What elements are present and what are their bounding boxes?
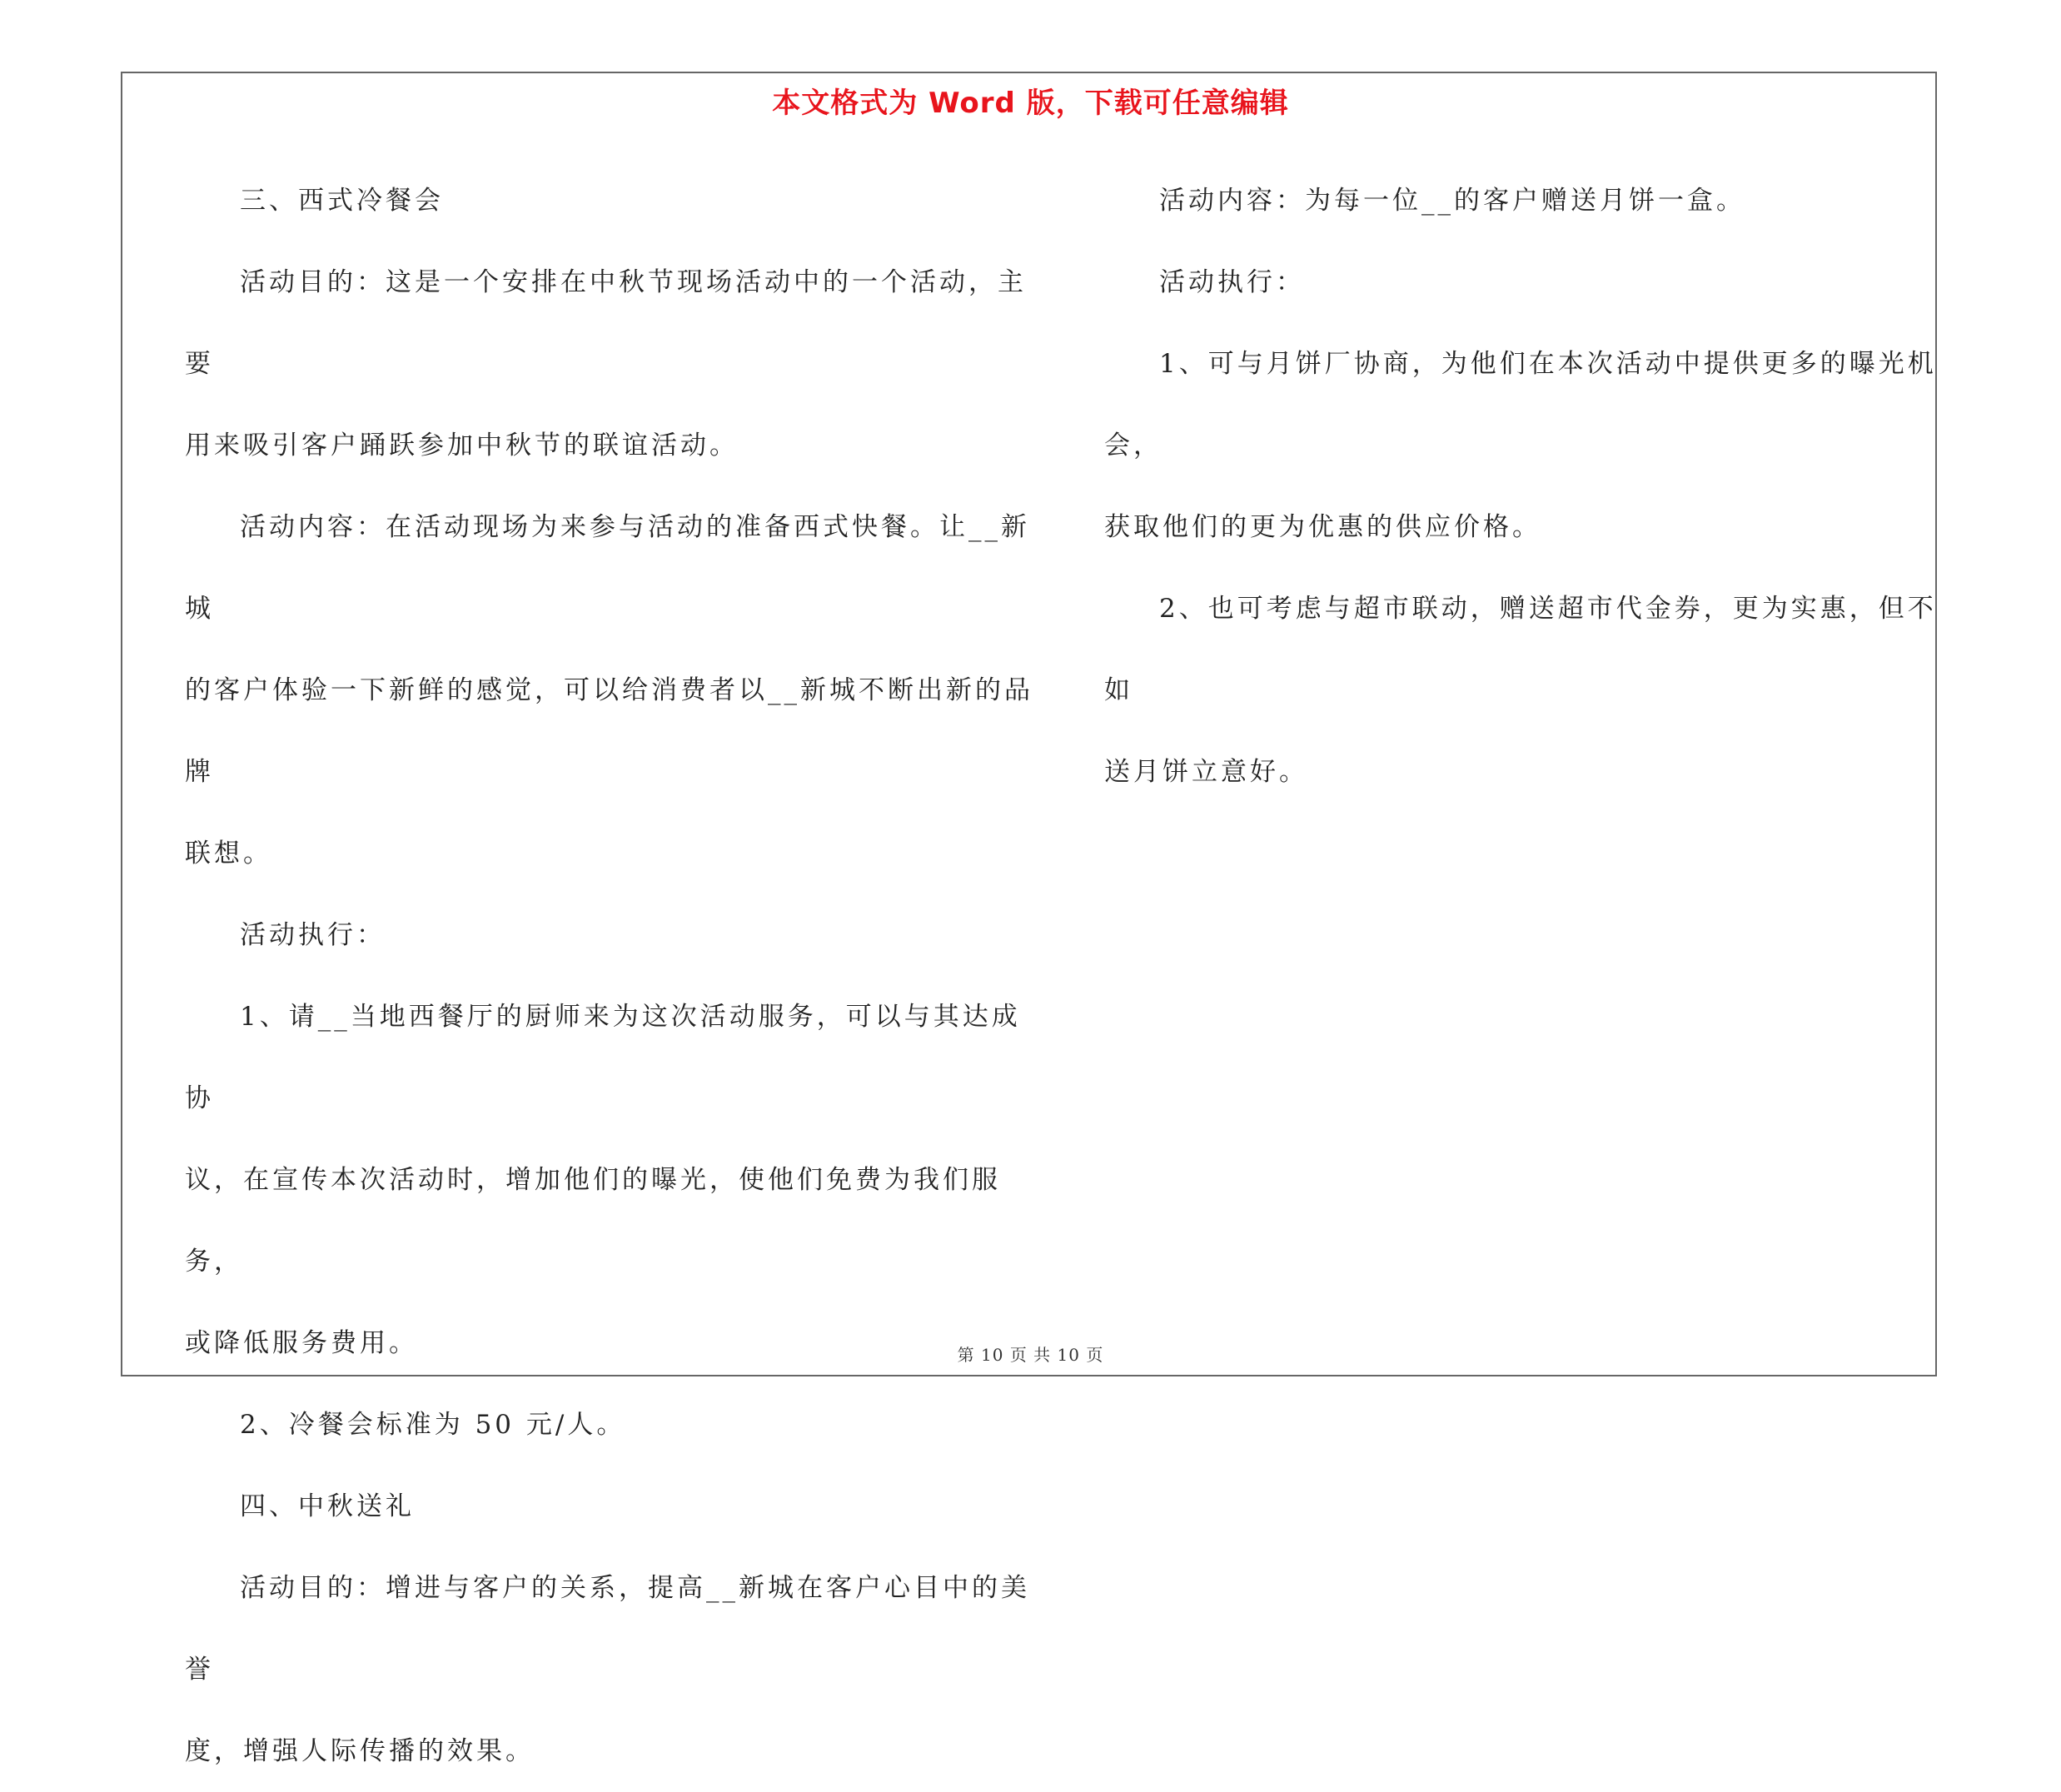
text-line: 用来吸引客户踊跃参加中秋节的联谊活动。 <box>185 431 739 460</box>
text-line: 活动目的：增进与客户的关系，提高__新城在客户心目中的美誉 <box>185 1573 1030 1685</box>
text-line: 活动内容：为每一位__的客户赠送月饼一盒。 <box>1159 186 1745 216</box>
text-line: 活动执行： <box>1159 267 1305 297</box>
paragraph-exec-1 <box>185 894 1043 976</box>
text-line: 或降低服务费用。 <box>185 1328 418 1358</box>
paragraph-purpose-2 <box>185 1547 1043 1792</box>
text-line: 2、也可考虑与超市联动，赠送超市代金券，更为实惠，但不如 <box>1104 594 1937 705</box>
text-line: 的客户体验一下新鲜的感觉，可以给消费者以__新城不断出新的品牌 <box>185 675 1033 787</box>
paragraph-heading-4 <box>185 1466 1043 1547</box>
paragraph-exec-1-item-2 <box>185 1384 1043 1466</box>
paragraph-exec-1-item-1 <box>185 976 1043 1384</box>
text-line: 1、请__当地西餐厅的厨师来为这次活动服务，可以与其达成协 <box>185 1002 1021 1113</box>
paragraph-content-2 <box>1104 160 1937 241</box>
left-column <box>185 160 1043 1792</box>
text-line: 活动执行： <box>240 920 386 950</box>
text-line: 获取他们的更为优惠的供应价格。 <box>1104 512 1541 542</box>
text-line: 度，增强人际传播的效果。 <box>185 1736 535 1766</box>
text-line: 三、西式冷餐会 <box>240 186 444 216</box>
paragraph-exec-2-item-2 <box>1104 568 1937 813</box>
text-line: 1、可与月饼厂协商，为他们在本次活动中提供更多的曝光机会， <box>1104 349 1937 460</box>
text-line: 活动内容：在活动现场为来参与活动的准备西式快餐。让__新城 <box>185 512 1030 624</box>
page-number-footer: 第 10 页 共 10 页 <box>957 1345 1104 1365</box>
text-line: 联想。 <box>185 839 272 869</box>
text-line: 2、冷餐会标准为 50 元/人。 <box>240 1410 626 1440</box>
text-line: 活动目的：这是一个安排在中秋节现场活动中的一个活动，主要 <box>185 267 1027 379</box>
paragraph-exec-2 <box>1104 241 1937 323</box>
paragraph-purpose-1 <box>185 241 1043 486</box>
paragraph-exec-2-item-1 <box>1104 323 1937 568</box>
text-line: 议，在宣传本次活动时，增加他们的曝光，使他们免费为我们服务， <box>185 1165 1001 1277</box>
text-line: 四、中秋送礼 <box>240 1491 415 1521</box>
paragraph-heading-3 <box>185 160 1043 241</box>
text-line: 送月饼立意好。 <box>1104 757 1308 787</box>
right-column <box>1104 160 1937 813</box>
format-banner: 本文格式为 Word 版，下载可任意编辑 <box>772 87 1289 120</box>
paragraph-content-1 <box>185 486 1043 894</box>
